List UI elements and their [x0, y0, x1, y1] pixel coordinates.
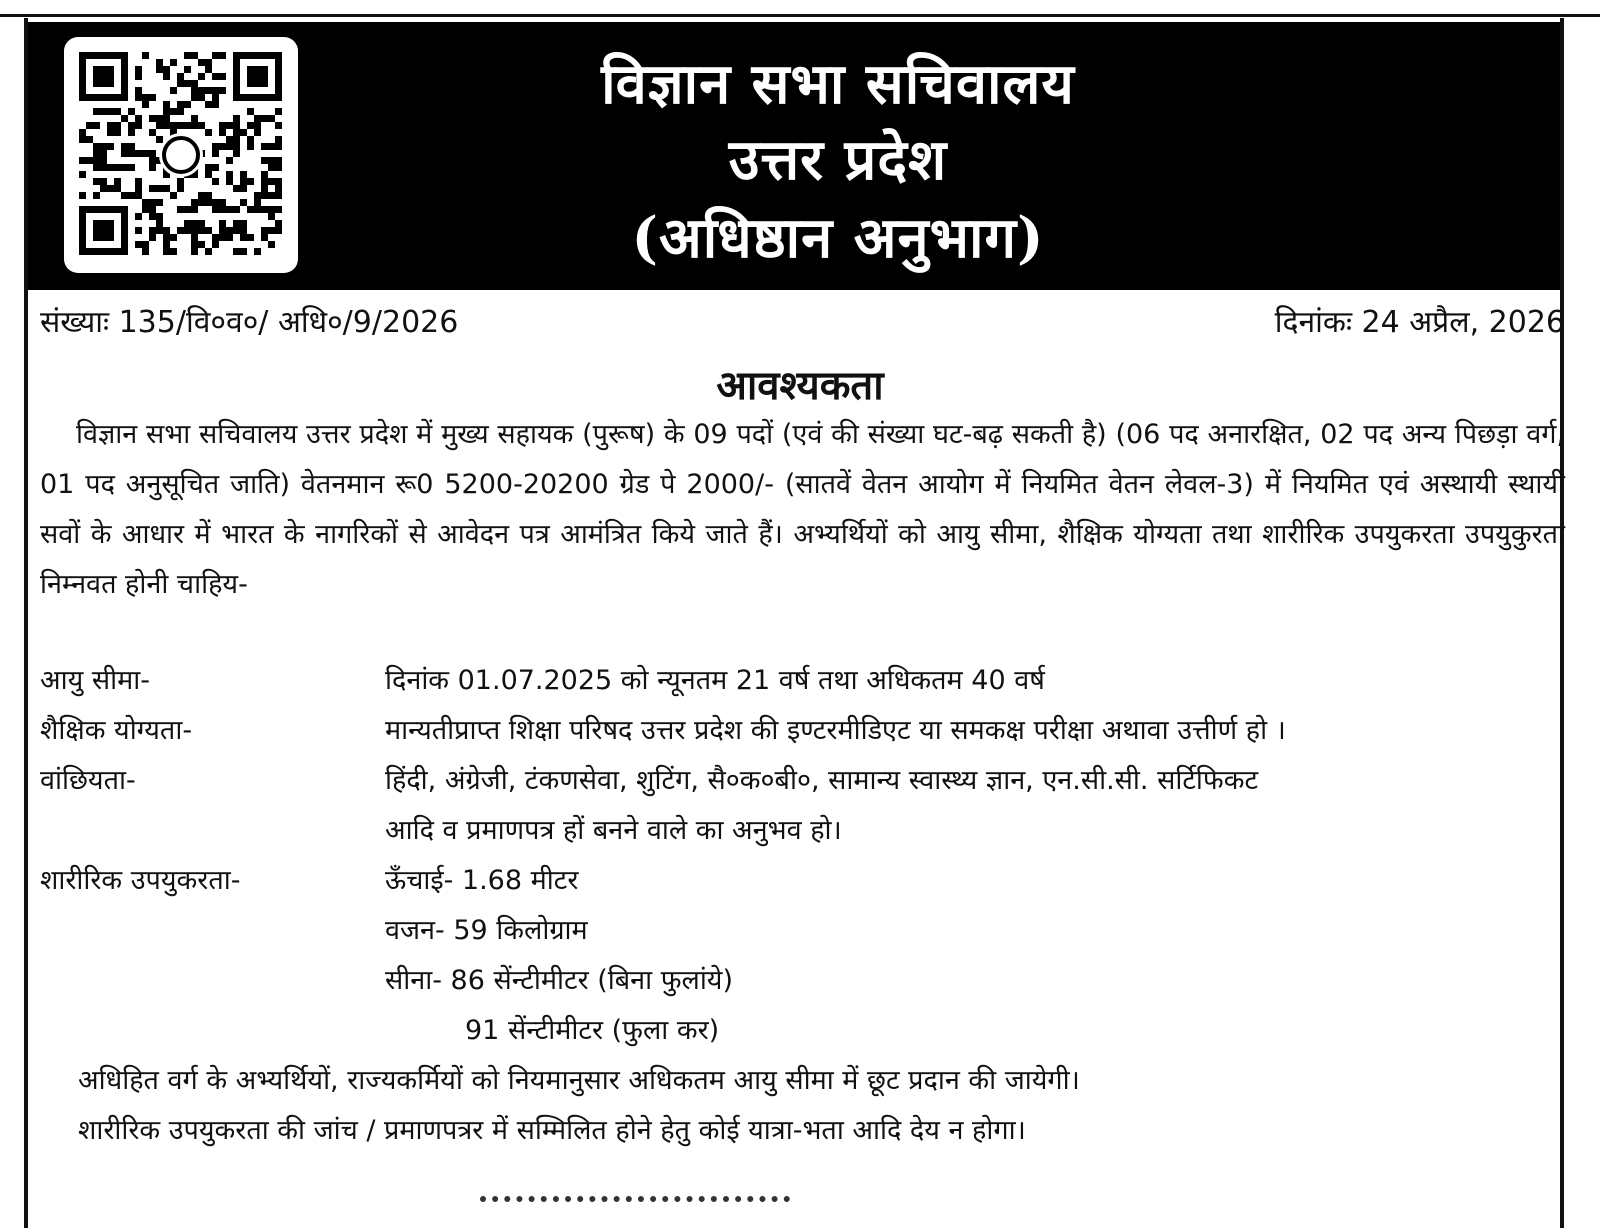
qr-code[interactable] — [64, 37, 298, 273]
note-line: अधिहित वर्ग के अभ्यर्थियों, राज्यकर्मियों को नियमानुसार अधिकतम आयु सीमा में छूट प्रदान की जायेगी। — [78, 1065, 1080, 1096]
requirement-label: आयु सीमा- — [40, 665, 150, 696]
note-line: शारीरिक उपयुकरता की जांच / प्रमाणपत्रर में सम्मिलित होने हेतु कोई यात्रा-भता आदि देय न होगा। — [78, 1115, 1026, 1146]
top-border — [0, 0, 1600, 17]
requirement-value: वजन- 59 किलोग्राम — [385, 915, 588, 946]
requirement-label: वांछियता- — [40, 765, 136, 796]
requirement-value: आदि व प्रमाणपत्र हों बनने वाले का अनुभव हो। — [385, 815, 842, 846]
notice-heading: आवश्यकता — [716, 362, 884, 409]
requirement-value: मान्यतीप्राप्त शिक्षा परिषद उत्तर प्रदेश की इण्टरमीडिएट या समकक्ष परीक्षा अथावा उत्तीर्ण हो । — [385, 715, 1286, 746]
header-title-line1: विज्ञान सभा सचिवालय — [601, 51, 1075, 117]
reference-number: संख्याः 135/वि०व०/ अधि०/9/2026 — [40, 305, 459, 340]
requirement-label: शैक्षिक योग्यता- — [40, 715, 193, 746]
requirement-value: दिनांक 01.07.2025 को न्यूनतम 21 वर्ष तथा अधिकतम 40 वर्ष — [385, 665, 1045, 696]
requirement-value: ऊँचाई- 1.68 मीटर — [385, 865, 579, 896]
requirement-value: सीना- 86 सेंन्टीमीटर (बिना फुलांये) — [385, 965, 734, 996]
requirement-value: हिंदी, अंग्रेजी, टंकणसेवा, शुटिंग, सै०क०बी०, सामान्य स्वास्थ्य ज्ञान, एन.सी.सी. सर्टिफिकट — [385, 765, 1259, 796]
intro-paragraph: विज्ञान सभा सचिवालय उत्तर प्रदेश में मुख्य सहायक (पुरूष) के 09 पदों (एवं की संख्या घट-बढ़ सकती है) (06 पद अनारक्षित, 02 पद अन्य पिछड़ा वर्ग, 01 पद अनुसूचित जाति) वेतनमान रू0 5200-20200 ग्रेड पे 2000/- (सातवें वेतन आयोग में नियमित वेतन लेवल-3) में नियमित एवं अस्थायी स्थायी सवों के आधार में भारत के नागरिकों से आवेदन पत्र आमंत्रित किये जाते हैं। अभ्यर्थियों को आयु सीमा, शैक्षिक योग्यता तथा शारीरिक उपयुकरता उपयुकुरता निम्नवत होनी चाहिय- — [40, 419, 1566, 600]
qr-code-icon — [79, 52, 283, 258]
requirement-label: शारीरिक उपयुकरता- — [40, 865, 241, 896]
reference-line — [40, 300, 1565, 340]
requirement-value: 91 सेंन्टीमीटर (फुला कर) — [465, 1015, 720, 1046]
notice-header — [28, 22, 1560, 290]
signature-stub — [480, 1196, 790, 1212]
header-title-line2: उत्तर प्रदेश — [728, 127, 948, 193]
reference-date: दिनांकः 24 अप्रैल, 2026 — [1274, 305, 1565, 340]
header-title-line3: (अधिष्ठान अनुभाग) — [631, 205, 1045, 271]
